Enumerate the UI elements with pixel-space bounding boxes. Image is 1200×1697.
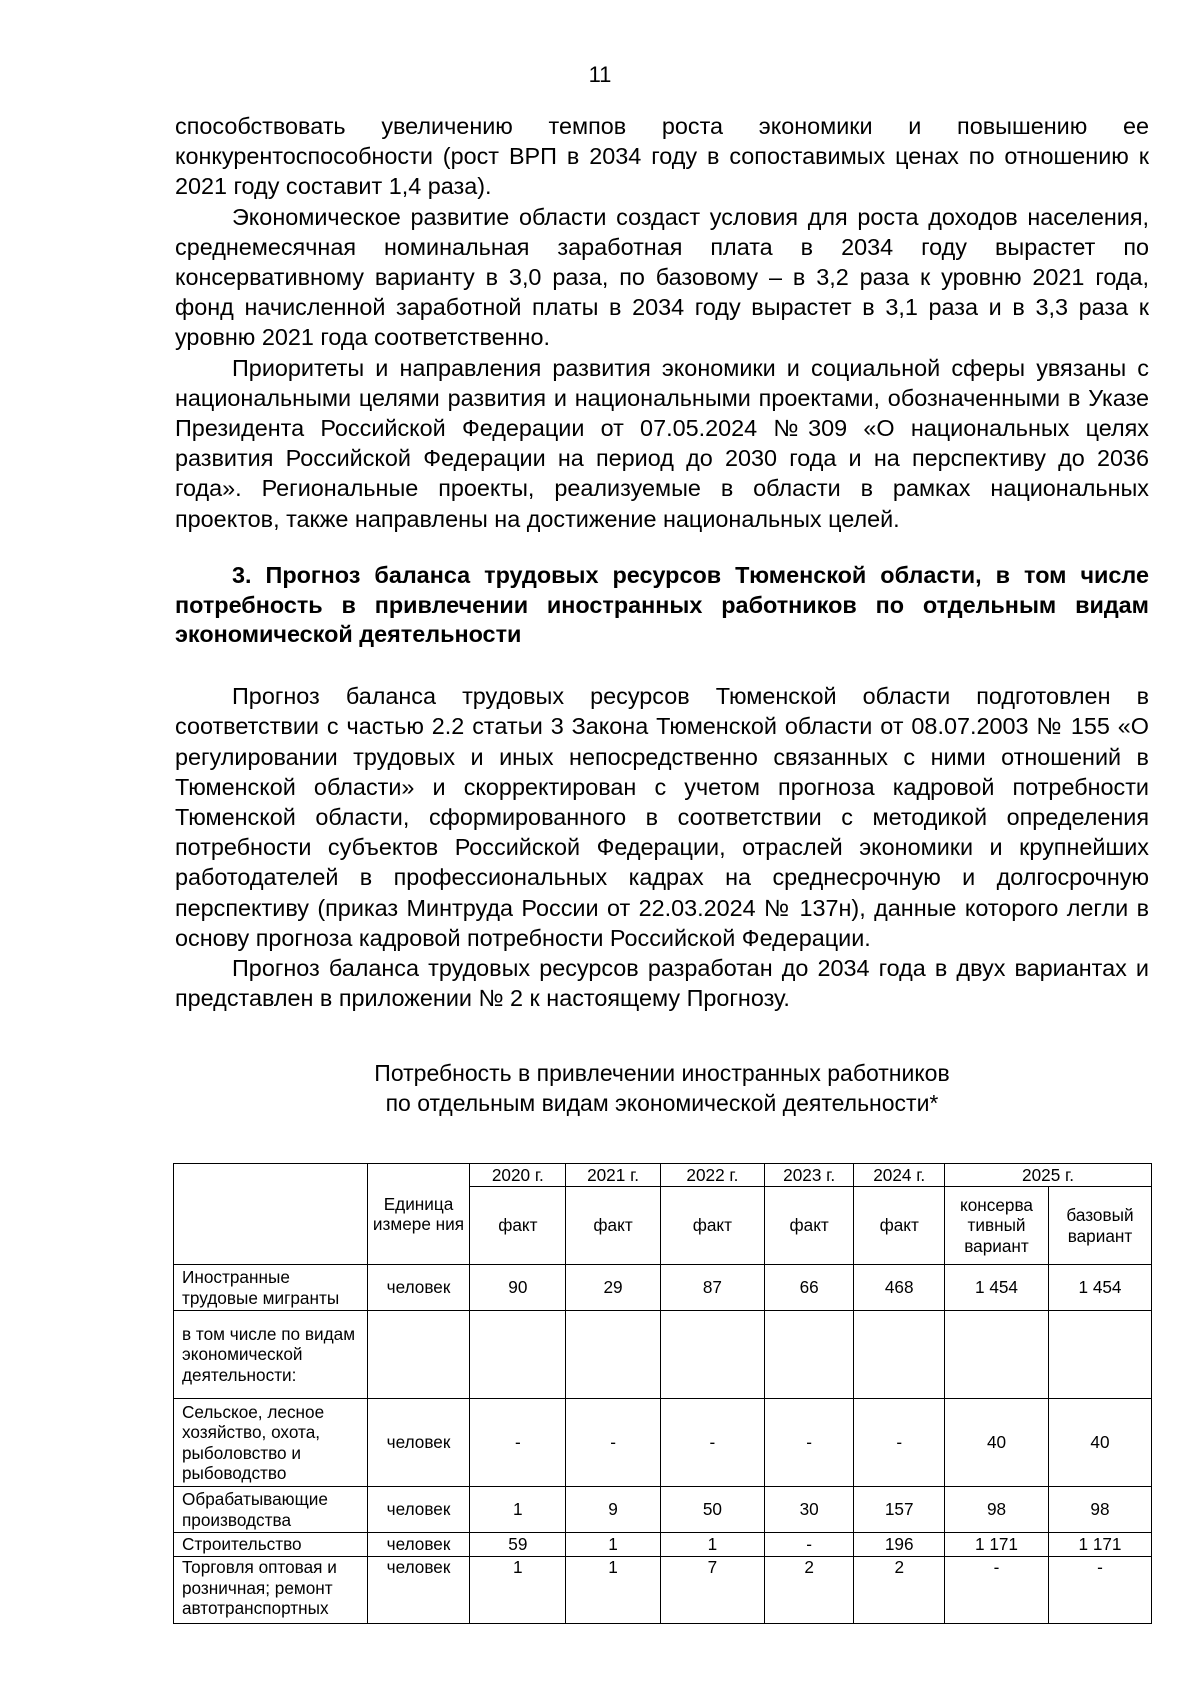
row-value: - — [660, 1399, 764, 1487]
row-value: 90 — [470, 1265, 566, 1311]
row-value — [470, 1311, 566, 1399]
header-subheader: факт — [660, 1187, 764, 1265]
row-value: 1 171 — [1048, 1533, 1151, 1557]
table-row — [174, 1311, 1152, 1399]
row-value: 59 — [470, 1533, 566, 1557]
row-value: 1 — [660, 1533, 764, 1557]
row-value: 9 — [566, 1487, 661, 1533]
row-value: 1 454 — [1048, 1265, 1151, 1311]
page-number: 11 — [588, 62, 612, 87]
row-value — [566, 1311, 661, 1399]
header-year: 2022 г. — [660, 1164, 764, 1187]
header-subheader: факт — [854, 1187, 945, 1265]
table-row — [174, 1487, 1152, 1533]
row-value: - — [945, 1557, 1049, 1624]
paragraph-1: способствовать увеличению темпов роста экономики и повышению ее конкурентоспособности (рост ВРП в 2034 году в сопоставимых ценах по отношению к 2021 году составит 1,4 раза). — [175, 113, 1149, 200]
header-year: 2023 г. — [764, 1164, 854, 1187]
row-value — [764, 1311, 854, 1399]
row-label: Обрабатывающие производства — [174, 1487, 368, 1533]
row-value: 98 — [945, 1487, 1049, 1533]
row-value — [945, 1311, 1049, 1399]
row-unit: человек — [367, 1399, 470, 1487]
table-header-years — [174, 1164, 1152, 1187]
table-row — [174, 1557, 1152, 1624]
table-title-line-2: по отдельным видам экономической деятельности* — [385, 1090, 939, 1117]
row-value — [660, 1311, 764, 1399]
paragraph-5: Прогноз баланса трудовых ресурсов разработан до 2034 года в двух вариантах и представлен в приложении № 2 к настоящему Прогнозу. — [175, 955, 1149, 1012]
row-value — [854, 1311, 945, 1399]
row-label: Строительство — [174, 1533, 368, 1557]
row-value: - — [764, 1399, 854, 1487]
row-value: 7 — [660, 1557, 764, 1624]
row-value: 29 — [566, 1265, 661, 1311]
row-value: 40 — [1048, 1399, 1151, 1487]
header-subheader: базовый вариант — [1048, 1187, 1151, 1265]
row-value: 30 — [764, 1487, 854, 1533]
row-unit: человек — [367, 1265, 470, 1311]
row-unit: человек — [367, 1557, 470, 1624]
row-value: 66 — [764, 1265, 854, 1311]
header-subheader: факт — [764, 1187, 854, 1265]
header-year: 2025 г. — [945, 1164, 1152, 1187]
header-subheader: факт — [566, 1187, 661, 1265]
table-row — [174, 1265, 1152, 1311]
paragraph-3: Приоритеты и направления развития экономики и социальной сферы увязаны с национальными целями развития и национальными проектами, обозначенными в Указе Президента Российской Федерации от 07.05.2024 №309 «О национальных целях развития Российской Федерации на период до 2030 года и на перспективу до 2036 года». Региональные проекты, реализуемые в области в рамках национальных проектов, также направлены на достижение национальных целей. — [175, 354, 1149, 532]
header-empty-cell — [174, 1164, 368, 1265]
row-value: - — [470, 1399, 566, 1487]
table-title — [175, 1058, 1149, 1118]
row-value: 2 — [854, 1557, 945, 1624]
row-value: 1 — [566, 1533, 661, 1557]
row-label: Иностранные трудовые мигранты — [174, 1265, 368, 1311]
row-value: - — [566, 1399, 661, 1487]
row-label: Торговля оптовая и розничная; ремонт автотранспортных — [174, 1557, 368, 1624]
header-unit: Единица измере ния — [367, 1164, 470, 1265]
paragraph-2: Экономическое развитие области создаст условия для роста доходов населения, среднемесячная номинальная заработная плата в 2034 году вырастет по консервативному варианту в 3,0 раза, по базовому – в 3,2 раза к уровню 2021 года, фонд начисленной заработной платы в 2034 году вырастет в 3,1 раза и в 3,3 раза к уровню 2021 года соответственно. — [175, 203, 1149, 351]
row-value: 1 171 — [945, 1533, 1049, 1557]
header-subheader: консерва тивный вариант — [945, 1187, 1049, 1265]
paragraph-4: Прогноз баланса трудовых ресурсов Тюменской области подготовлен в соответствии с частью 2.2 статьи 3 Закона Тюменской области от 08.07.2003 № 155 «О регулировании трудовых и иных непосредственно связанных с ними отношений в Тюменской области» и скорректирован с учетом прогноза кадровой потребности Тюменской области, сформированного в соответствии с методикой определения потребности субъектов Российской Федерации, отраслей экономики и крупнейших работодателей в профессиональных кадрах на среднесрочную и долгосрочную перспективу (приказ Минтруда России от 22.03.2024 № 137н), данные которого легли в основу прогноза кадровой потребности Российской Федерации. — [175, 683, 1149, 951]
row-value: 87 — [660, 1265, 764, 1311]
row-value: 98 — [1048, 1487, 1151, 1533]
row-value: 1 — [470, 1487, 566, 1533]
row-value: 1 — [470, 1557, 566, 1624]
header-year: 2020 г. — [470, 1164, 566, 1187]
row-unit: человек — [367, 1533, 470, 1557]
row-value: 196 — [854, 1533, 945, 1557]
row-value: 2 — [764, 1557, 854, 1624]
row-label: Сельское, лесное хозяйство, охота, рыболовство и рыбоводство — [174, 1399, 368, 1487]
row-value: 40 — [945, 1399, 1049, 1487]
row-value: 1 — [566, 1557, 661, 1624]
section-heading: 3. Прогноз баланса трудовых ресурсов Тюменской области, в том числе потребность в привлечении иностранных работников по отдельным видам экономической деятельности — [175, 561, 1149, 648]
header-year: 2021 г. — [566, 1164, 661, 1187]
row-value: - — [1048, 1557, 1151, 1624]
foreign-workers-table — [173, 1163, 1152, 1624]
row-value: 50 — [660, 1487, 764, 1533]
row-value: - — [854, 1399, 945, 1487]
table-title-line-1: Потребность в привлечении иностранных работников — [374, 1060, 950, 1087]
row-label: в том числе по видам экономической деятельности: — [174, 1311, 368, 1399]
header-subheader: факт — [470, 1187, 566, 1265]
row-value: 468 — [854, 1265, 945, 1311]
row-value: - — [764, 1533, 854, 1557]
row-value: 157 — [854, 1487, 945, 1533]
row-unit: человек — [367, 1487, 470, 1533]
header-year: 2024 г. — [854, 1164, 945, 1187]
document-body — [175, 111, 1149, 1118]
table-row — [174, 1533, 1152, 1557]
row-value — [1048, 1311, 1151, 1399]
row-unit — [367, 1311, 470, 1399]
table-row — [174, 1399, 1152, 1487]
row-value: 1 454 — [945, 1265, 1049, 1311]
